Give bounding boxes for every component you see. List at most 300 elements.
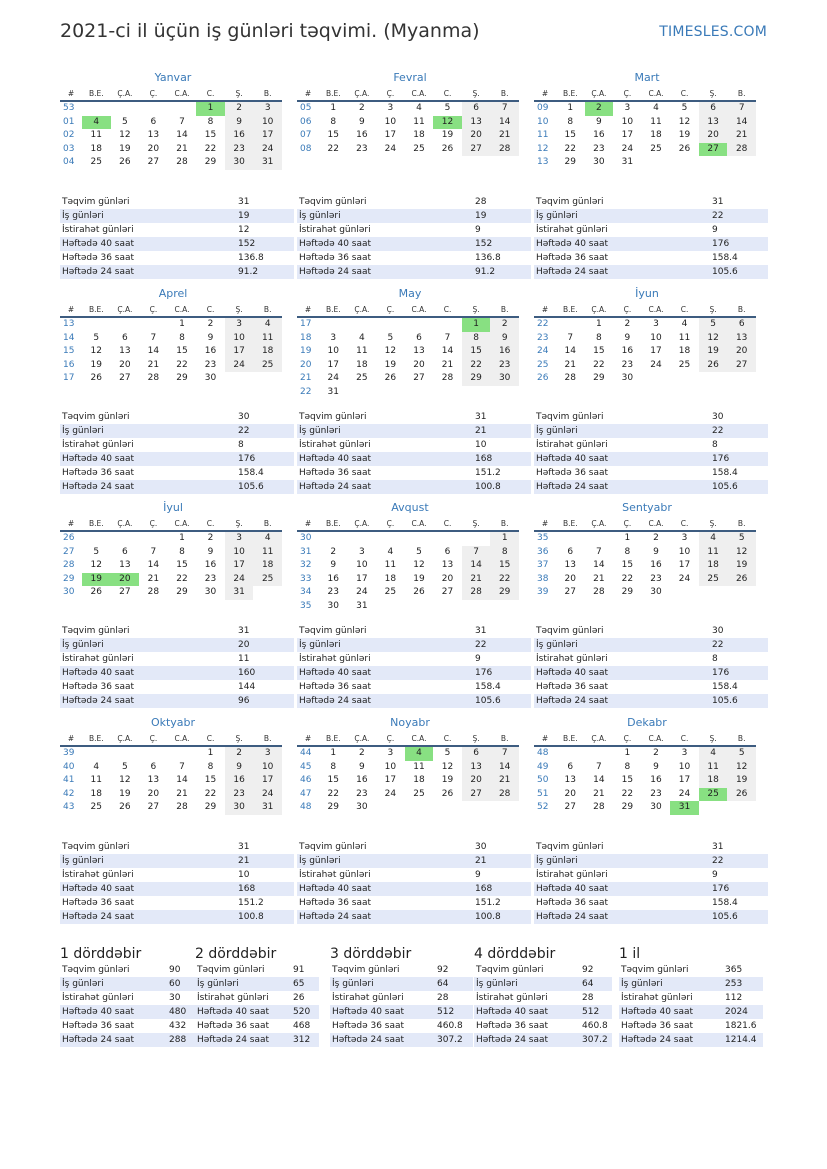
stat-value: 8 — [238, 440, 244, 450]
day-cell: 11 — [413, 761, 425, 772]
day-cell: 3 — [653, 319, 659, 329]
stat-value: 520 — [291, 1005, 319, 1019]
day-cell: 2 — [358, 748, 365, 758]
day-cell: 15 — [621, 560, 634, 570]
day-cell: 22 — [462, 359, 491, 373]
day-cell: 10 — [384, 761, 397, 772]
day-cell: 29 — [204, 157, 217, 167]
stat-label: Təqvim günləri — [299, 412, 367, 422]
week-number: 22 — [300, 386, 312, 397]
stat-row — [297, 195, 531, 209]
day-cell: 25 — [650, 143, 662, 154]
stat-value: 151.2 — [475, 468, 501, 478]
day-cell: 23 — [650, 788, 662, 799]
stat-label: Həftədə 40 saat — [60, 666, 236, 680]
week-row — [534, 788, 756, 802]
stat-label: Həftədə 40 saat — [619, 1005, 723, 1019]
stat-row — [60, 910, 294, 924]
brand-link[interactable]: TIMESLES.COM — [659, 24, 767, 40]
week-number: 06 — [300, 116, 312, 127]
stat-row — [619, 977, 763, 991]
week-row — [534, 116, 756, 130]
day-cell: 13 — [147, 775, 160, 785]
day-cell: 29 — [621, 587, 634, 597]
month-stats — [60, 195, 294, 279]
summary-title: 2 dörddəbir — [195, 946, 277, 962]
stat-value: 105.6 — [236, 480, 294, 494]
day-cell: 5 — [93, 546, 100, 557]
month-stats-table — [297, 195, 531, 279]
day-cell: 12 — [119, 775, 131, 785]
stat-label: Həftədə 24 saat — [60, 265, 236, 279]
week-row — [534, 801, 756, 815]
month-calendar — [297, 286, 523, 399]
stat-row — [619, 963, 763, 977]
stat-row — [534, 666, 768, 680]
weekday-header-row — [297, 86, 519, 101]
day-cell: 14 — [147, 560, 160, 570]
week-row — [60, 531, 282, 546]
week-row — [297, 143, 519, 157]
stat-value: 152 — [473, 237, 531, 251]
stat-label: İş günləri — [60, 209, 236, 223]
day-cell: 5 — [727, 746, 756, 761]
day-cell: 4 — [699, 531, 728, 546]
empty-day-cell — [699, 372, 728, 386]
empty-day-cell — [699, 801, 728, 815]
stat-label: İstirahət günləri — [62, 993, 134, 1003]
day-cell: 2 — [207, 319, 214, 329]
empty-day-cell — [490, 801, 519, 815]
day-cell: 14 — [490, 761, 519, 775]
day-cell: 22 — [621, 788, 634, 799]
day-cell: 4 — [253, 317, 282, 332]
day-cell: 23 — [225, 143, 254, 157]
week-row — [297, 746, 519, 761]
day-cell: 12 — [727, 761, 756, 775]
day-cell: 26 — [413, 587, 425, 597]
weekday-header: C. — [670, 86, 699, 101]
day-cell: 5 — [93, 332, 100, 343]
day-cell: 20 — [462, 774, 491, 788]
day-cell: 6 — [121, 332, 128, 343]
stat-value: 22 — [710, 209, 768, 223]
empty-day-cell — [433, 801, 462, 815]
stat-row — [330, 1019, 473, 1033]
day-cell: 12 — [384, 346, 397, 356]
stat-label: İstirahət günləri — [536, 654, 608, 664]
stat-label: Həftədə 40 saat — [297, 666, 473, 680]
day-cell: 11 — [678, 332, 691, 343]
stat-row — [195, 1033, 319, 1047]
month-table — [534, 86, 756, 170]
day-cell: 16 — [593, 130, 605, 140]
day-cell: 22 — [593, 359, 605, 370]
stat-value: 136.8 — [238, 253, 264, 263]
stat-label: Həftədə 36 saat — [62, 253, 135, 263]
stat-label: İş günləri — [534, 854, 710, 868]
stat-value: 12 — [238, 225, 250, 235]
week-number: 48 — [300, 802, 312, 812]
stat-label: İş günləri — [534, 638, 710, 652]
stat-row — [297, 265, 531, 279]
week-number: 03 — [63, 143, 75, 154]
stat-value: 96 — [236, 694, 294, 708]
day-cell: 6 — [567, 761, 574, 772]
week-number: 17 — [63, 373, 75, 383]
day-cell: 28 — [176, 802, 188, 812]
summary-block — [474, 945, 612, 1047]
day-cell: 21 — [564, 359, 576, 370]
day-cell: 1 — [595, 319, 602, 329]
empty-day-cell — [111, 317, 140, 332]
month-table — [297, 302, 519, 399]
week-row — [297, 600, 519, 614]
stat-label: Həftədə 24 saat — [60, 694, 236, 708]
stat-label: İş günləri — [534, 424, 710, 438]
stat-label: Təqvim günləri — [62, 626, 130, 636]
day-cell: 10 — [650, 332, 662, 343]
weekday-header-row — [534, 86, 756, 101]
week-row — [60, 586, 282, 600]
day-cell: 24 — [678, 788, 691, 799]
day-cell: 18 — [678, 346, 691, 356]
weekday-header: C. — [670, 302, 699, 317]
day-cell: 17 — [225, 345, 254, 359]
empty-day-cell — [376, 317, 405, 332]
week-number: 27 — [63, 546, 75, 557]
stat-label: Həftədə 36 saat — [621, 1021, 694, 1031]
month-name: Dekabr — [627, 716, 667, 729]
day-cell: 18 — [650, 130, 662, 140]
stat-row — [60, 424, 294, 438]
empty-day-cell — [433, 600, 462, 614]
day-cell: 24 — [384, 143, 397, 154]
stat-row — [60, 1019, 195, 1033]
week-number: 37 — [537, 560, 549, 570]
weekday-header: B. — [253, 302, 282, 317]
stat-label: Həftədə 40 saat — [60, 1005, 167, 1019]
day-cell: 9 — [207, 546, 214, 557]
stat-label: İstirahət günləri — [299, 440, 371, 450]
stat-row — [297, 452, 531, 466]
week-row — [534, 101, 756, 116]
stat-label: İstirahət günləri — [299, 225, 371, 235]
day-cell: 2 — [225, 101, 254, 116]
empty-day-cell — [556, 531, 585, 546]
weekday-header: Ş. — [462, 86, 491, 101]
week-number: 28 — [63, 560, 75, 570]
empty-day-cell — [490, 600, 519, 614]
stat-row — [297, 624, 531, 638]
day-cell: 5 — [416, 546, 422, 557]
week-row — [534, 372, 756, 386]
weekday-header: C.A. — [642, 516, 671, 531]
day-cell: 23 — [356, 788, 368, 799]
stat-label: İş günləri — [297, 209, 473, 223]
week-number: 01 — [63, 116, 75, 127]
day-cell: 11 — [413, 116, 425, 127]
month-stats-table — [297, 624, 531, 708]
stat-row — [330, 1005, 473, 1019]
empty-day-cell — [168, 746, 197, 761]
stat-label: Həftədə 24 saat — [60, 1033, 167, 1047]
stat-value: 144 — [238, 682, 256, 692]
stat-label: Həftədə 36 saat — [299, 468, 372, 478]
weekday-header: C. — [670, 731, 699, 746]
month-stats-table — [60, 195, 294, 279]
stat-row — [474, 991, 612, 1005]
empty-day-cell — [433, 531, 462, 546]
day-cell: 29 — [204, 802, 217, 812]
month-stats-table — [60, 624, 294, 708]
day-cell: 15 — [204, 775, 217, 785]
weekday-header: B.E. — [82, 516, 111, 531]
week-number-header: # — [297, 516, 319, 531]
day-cell: 17 — [253, 774, 282, 788]
stat-label: İş günləri — [619, 977, 723, 991]
day-cell: 1 — [624, 748, 631, 758]
week-row — [60, 746, 282, 761]
day-cell: 4 — [253, 531, 282, 546]
month-name: Mart — [634, 71, 660, 84]
day-cell: 13 — [413, 346, 425, 356]
week-number: 34 — [300, 587, 312, 597]
day-cell: 20 — [119, 359, 131, 370]
day-cell: 14 — [176, 775, 188, 785]
stat-label: Təqvim günləri — [621, 965, 689, 975]
stat-row — [60, 638, 294, 652]
empty-day-cell — [348, 317, 377, 332]
day-cell: 28 — [147, 373, 160, 383]
empty-day-cell — [405, 600, 434, 614]
stat-label: İş günləri — [297, 854, 473, 868]
day-cell: 1 — [330, 748, 337, 758]
day-cell: 26 — [678, 143, 691, 154]
weekday-header: B.E. — [82, 302, 111, 317]
week-row — [60, 761, 282, 775]
weekday-header: B. — [490, 86, 519, 101]
week-number-header: # — [297, 731, 319, 746]
week-row — [60, 774, 282, 788]
month-table — [60, 516, 282, 600]
month-name: Noyabr — [390, 716, 430, 729]
empty-day-cell — [433, 317, 462, 332]
stat-value: 1821.6 — [725, 1021, 757, 1031]
day-cell: 27 — [119, 373, 131, 383]
day-cell: 17 — [384, 775, 397, 785]
stat-row — [534, 209, 768, 223]
weekday-header: Ç.A. — [111, 731, 140, 746]
stat-label: İstirahət günləri — [536, 870, 608, 880]
day-cell: 26 — [727, 788, 756, 802]
stat-value: 19 — [473, 209, 531, 223]
weekday-header: Ç. — [376, 302, 405, 317]
day-cell: 27 — [699, 143, 728, 157]
stat-value: 1214.4 — [723, 1033, 763, 1047]
stat-value: 168 — [236, 882, 294, 896]
stat-label: İstirahət günləri — [536, 440, 608, 450]
day-cell: 8 — [490, 546, 519, 560]
stat-row — [619, 1005, 763, 1019]
day-cell: 25 — [413, 788, 425, 799]
week-row — [534, 546, 756, 560]
day-cell: 14 — [727, 116, 756, 130]
day-cell: 16 — [204, 560, 217, 570]
day-cell: 10 — [225, 546, 254, 560]
stat-row — [297, 424, 531, 438]
day-cell: 14 — [564, 346, 576, 356]
stat-row — [297, 666, 531, 680]
weekday-header: B. — [253, 516, 282, 531]
day-cell: 2 — [330, 546, 337, 557]
empty-day-cell — [642, 372, 671, 386]
stat-value: 92 — [582, 965, 594, 975]
day-cell: 4 — [416, 103, 422, 113]
day-cell: 24 — [384, 788, 397, 799]
stat-value: 105.6 — [710, 910, 768, 924]
day-cell: 9 — [330, 560, 337, 570]
month-stats-table — [297, 840, 531, 924]
day-cell: 7 — [179, 116, 185, 127]
stat-value: 22 — [473, 638, 531, 652]
week-row — [297, 531, 519, 546]
week-row — [534, 559, 756, 573]
stat-value: 21 — [236, 854, 294, 868]
stat-value: 22 — [710, 854, 768, 868]
month-stats — [534, 195, 768, 279]
stat-value: 512 — [435, 1005, 473, 1019]
stat-row — [330, 991, 473, 1005]
day-cell: 4 — [387, 546, 394, 557]
stat-row — [60, 223, 294, 237]
week-number: 02 — [63, 130, 75, 140]
stat-value: 8 — [712, 654, 718, 664]
weekday-header: C.A. — [405, 731, 434, 746]
week-number: 25 — [537, 359, 549, 370]
stat-value: 22 — [236, 424, 294, 438]
day-cell: 26 — [119, 157, 131, 167]
day-cell: 6 — [567, 546, 574, 557]
stat-row — [297, 868, 531, 882]
stat-value: 168 — [473, 882, 531, 896]
day-cell: 5 — [727, 531, 756, 546]
stat-row — [534, 694, 768, 708]
day-cell: 15 — [593, 346, 605, 356]
weekday-header: C.A. — [642, 731, 671, 746]
stat-label: Həftədə 40 saat — [297, 237, 473, 251]
day-cell: 24 — [678, 573, 691, 584]
stat-label: İş günləri — [60, 424, 236, 438]
weekday-header: Ş. — [462, 731, 491, 746]
stat-value: 158.4 — [712, 468, 738, 478]
stat-row — [330, 963, 473, 977]
stat-row — [297, 910, 531, 924]
month-stats — [534, 840, 768, 924]
week-row — [60, 317, 282, 332]
stat-label: Həftədə 24 saat — [60, 910, 236, 924]
stat-value: 28 — [582, 993, 594, 1003]
day-cell: 3 — [681, 748, 688, 758]
stat-label: Təqvim günləri — [62, 197, 130, 207]
stat-row — [534, 480, 768, 494]
weekday-header: Ç.A. — [585, 731, 614, 746]
day-cell: 23 — [204, 573, 217, 584]
day-cell: 27 — [413, 373, 425, 383]
day-cell: 25 — [699, 573, 728, 587]
day-cell: 16 — [204, 346, 217, 356]
empty-day-cell — [168, 101, 197, 116]
month-table — [534, 302, 756, 386]
day-cell: 22 — [204, 788, 217, 799]
empty-day-cell — [727, 156, 756, 170]
stat-label: Təqvim günləri — [62, 412, 130, 422]
stat-label: Təqvim günləri — [476, 965, 544, 975]
day-cell: 24 — [327, 373, 339, 383]
day-cell: 14 — [593, 560, 605, 570]
day-cell: 11 — [650, 116, 662, 127]
day-cell: 8 — [330, 761, 337, 772]
day-cell: 30 — [356, 802, 368, 812]
day-cell: 8 — [207, 761, 214, 772]
week-number-header: # — [534, 516, 556, 531]
summary-block — [195, 945, 319, 1047]
stat-row — [534, 882, 768, 896]
stat-value: 9 — [475, 654, 481, 664]
stat-value: 91.2 — [473, 265, 531, 279]
day-cell: 24 — [356, 587, 368, 597]
stat-label: Təqvim günləri — [332, 965, 400, 975]
day-cell: 4 — [699, 746, 728, 761]
month-stats-table — [534, 840, 768, 924]
day-cell: 3 — [681, 533, 688, 543]
day-cell: 2 — [653, 533, 659, 543]
weekday-header: C.A. — [405, 86, 434, 101]
day-cell: 29 — [176, 587, 188, 597]
day-cell: 28 — [441, 373, 454, 383]
day-cell: 7 — [179, 761, 185, 772]
stat-value: 92 — [437, 965, 449, 975]
summary-title: 4 dörddəbir — [474, 946, 556, 962]
day-cell: 11 — [384, 560, 397, 570]
empty-day-cell — [139, 531, 168, 546]
weekday-header: Ç.A. — [111, 86, 140, 101]
stat-label: Həftədə 24 saat — [297, 265, 473, 279]
day-cell: 14 — [490, 116, 519, 130]
stat-label: Təqvim günləri — [299, 197, 367, 207]
day-cell: 27 — [147, 157, 160, 167]
day-cell: 20 — [727, 345, 756, 359]
month-calendar — [297, 70, 523, 156]
stat-value: 60 — [167, 977, 195, 991]
weekday-header: B.E. — [556, 86, 585, 101]
stat-value: 31 — [712, 842, 724, 852]
week-number: 51 — [537, 788, 549, 799]
day-cell: 27 — [462, 788, 491, 802]
stat-row — [619, 1033, 763, 1047]
week-number: 16 — [63, 359, 75, 370]
day-cell: 13 — [119, 346, 131, 356]
stat-label: Təqvim günləri — [62, 965, 130, 975]
day-cell: 15 — [204, 130, 217, 140]
day-cell: 26 — [119, 802, 131, 812]
stat-label: İş günləri — [60, 977, 167, 991]
empty-day-cell — [462, 600, 491, 614]
day-cell: 20 — [111, 573, 140, 587]
stat-row — [297, 251, 531, 265]
week-row — [297, 761, 519, 775]
stat-row — [297, 438, 531, 452]
